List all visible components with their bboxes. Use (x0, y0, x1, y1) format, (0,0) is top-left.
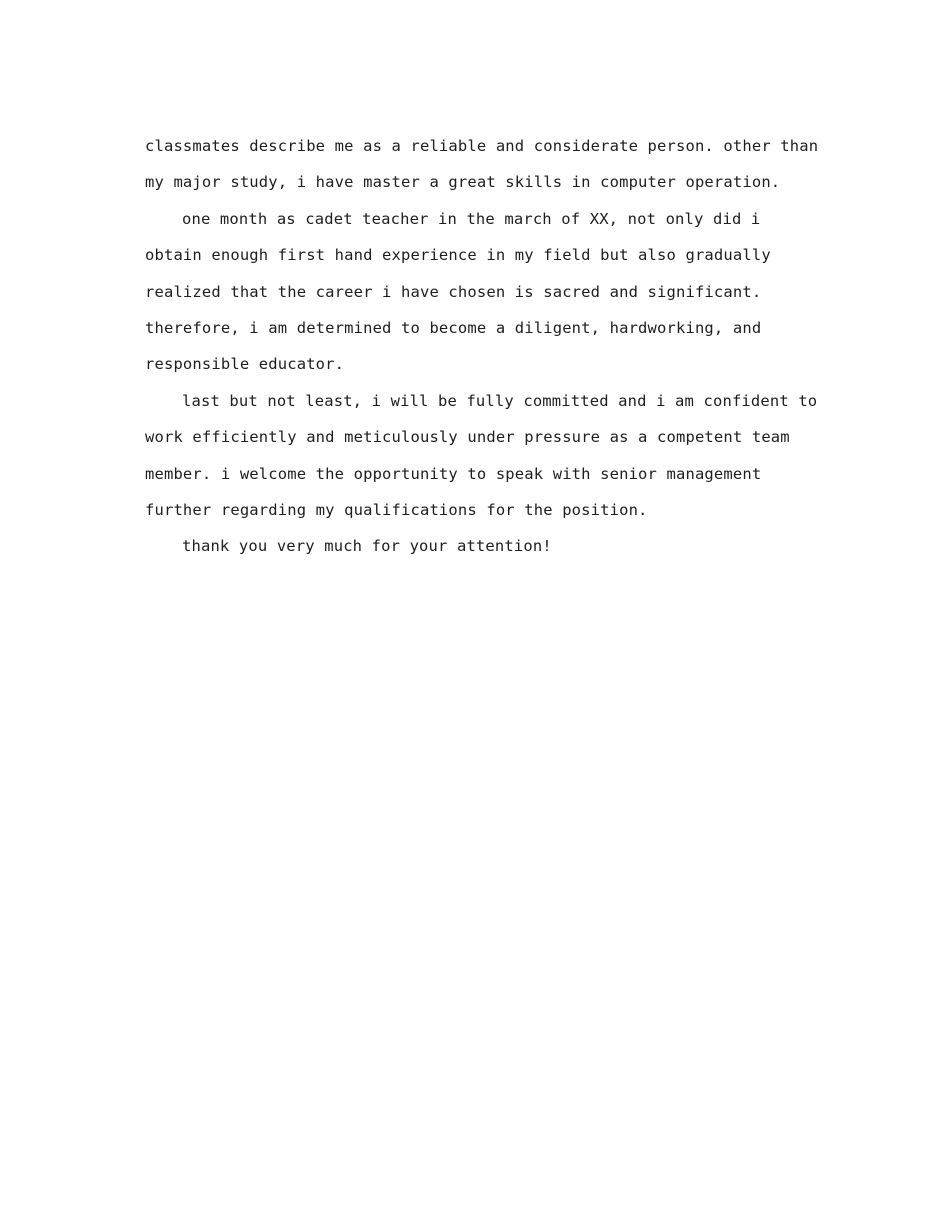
paragraph-line: further regarding my qualifications for the position. (145, 500, 648, 519)
paragraph-line: classmates describe me as a reliable and considerate person. other than (145, 137, 819, 155)
paragraph-line: obtain enough first hand experience in my field but also gradually (145, 246, 771, 265)
paragraph-line: my major study, i have master a great skills in computer operation. (145, 173, 781, 192)
paragraph-line: one month as cadet teacher in the march of XX, not only did i (182, 209, 761, 228)
paragraph-line: responsible educator. (145, 355, 345, 374)
paragraph-line: therefore, i am determined to become a diligent, hardworking, and (145, 318, 762, 337)
paragraph-line: last but not least, i will be fully committed and i am confident to (182, 391, 818, 410)
paragraph-line: thank you very much for your attention! (182, 537, 552, 556)
paragraph-line: work efficiently and meticulously under pressure as a competent team (145, 428, 790, 447)
letter-body (145, 128, 819, 565)
paragraph-line: member. i welcome the opportunity to speak with senior management (145, 464, 762, 483)
paragraph-line: realized that the career i have chosen is sacred and significant. (145, 282, 762, 301)
